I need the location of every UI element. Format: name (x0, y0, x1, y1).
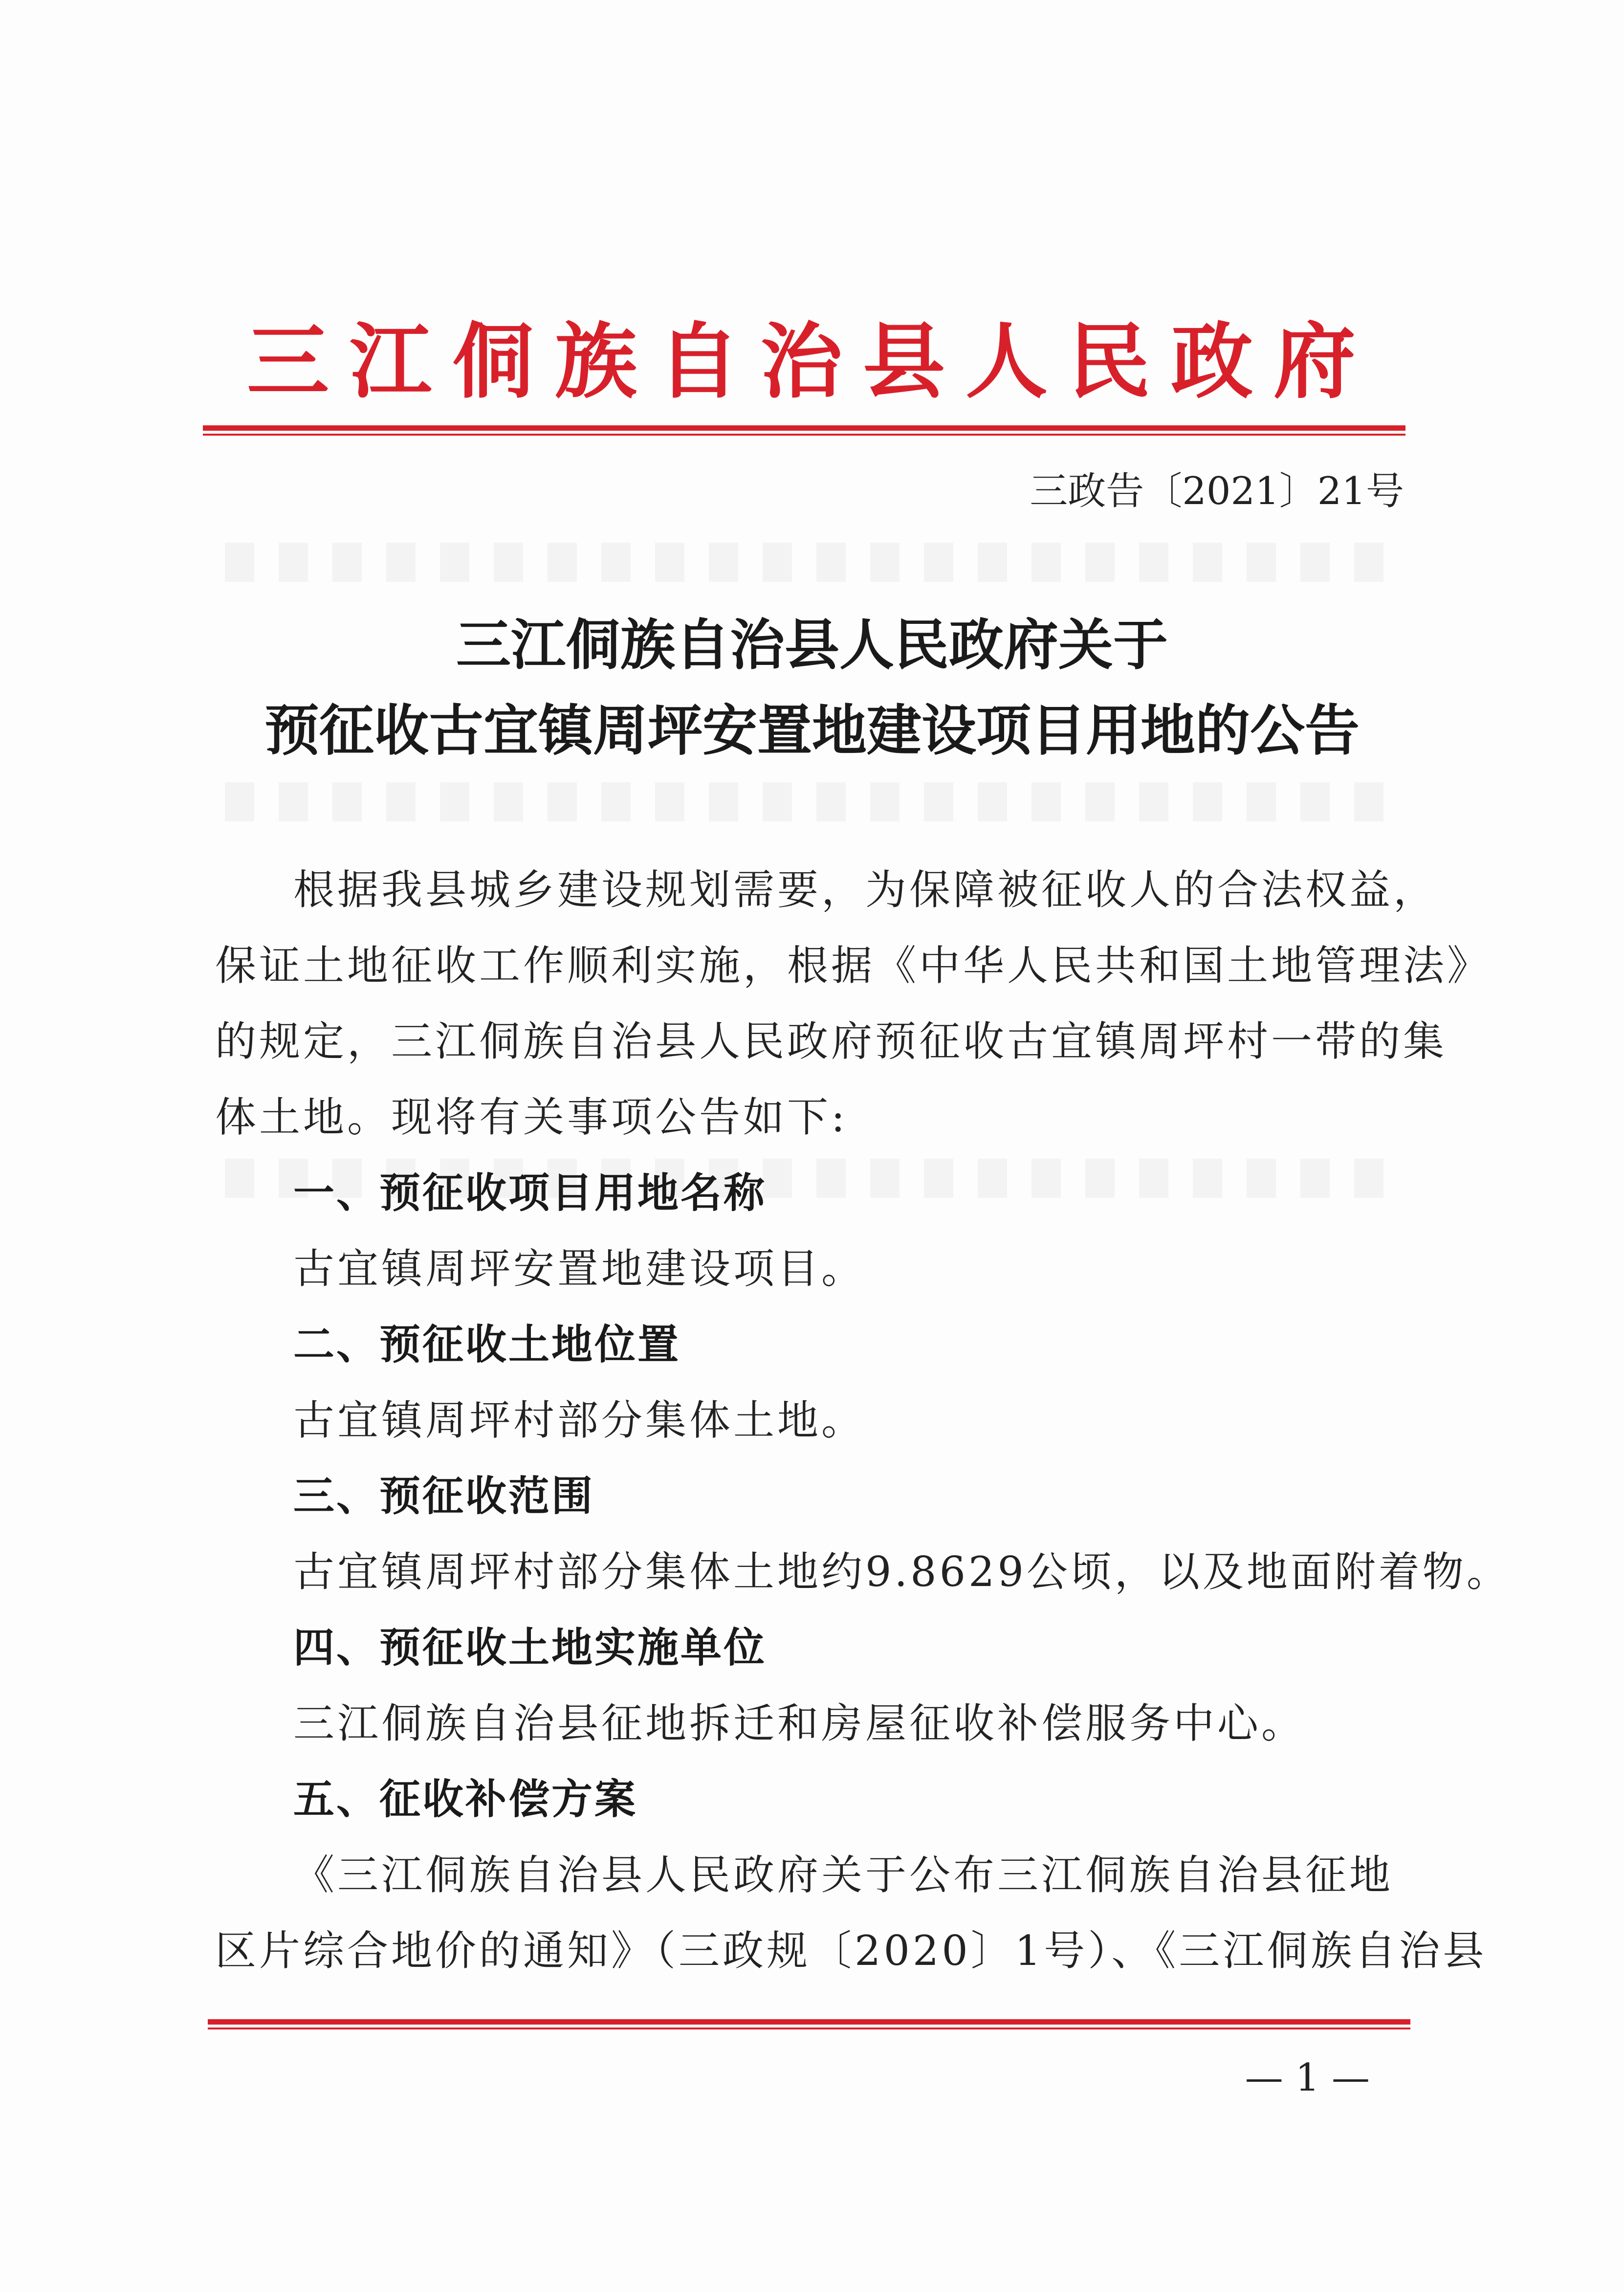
issuing-authority-title: 三江侗族自治县人民政府 (247, 314, 1376, 410)
show-through-mark (225, 782, 1398, 821)
closing-line: 《三江侗族自治县人民政府关于公布三江侗族自治县征地 (293, 1851, 1394, 1899)
closing-line: 区片综合地价的通知》（三政规〔2020〕1号）、《三江侗族自治县 (215, 1927, 1487, 1975)
intro-line: 的规定，三江侗族自治县人民政府预征收古宜镇周坪村一带的集 (215, 1017, 1448, 1065)
section-text: 三江侗族自治县征地拆迁和房屋征收补偿服务中心。 (293, 1699, 1306, 1747)
section-heading: 一、预征收项目用地名称 (293, 1169, 767, 1217)
header-red-rule (203, 425, 1405, 431)
section-heading: 四、预征收土地实施单位 (293, 1624, 767, 1672)
intro-line: 保证土地征收工作顺利实施，根据《中华人民共和国土地管理法》 (215, 942, 1492, 990)
intro-line: 根据我县城乡建设规划需要，为保障被征收人的合法权益， (293, 866, 1438, 914)
footer-red-rule-thin (208, 2028, 1410, 2029)
document-number: 三政告〔2021〕21号 (1030, 469, 1404, 513)
section-heading: 五、征收补偿方案 (293, 1775, 638, 1823)
section-text: 古宜镇周坪村部分集体土地。 (293, 1396, 866, 1444)
notice-title-line-1: 三江侗族自治县人民政府关于 (456, 614, 1168, 677)
show-through-mark (225, 543, 1398, 582)
section-text: 古宜镇周坪村部分集体土地约9.8629公顷，以及地面附着物。 (293, 1548, 1511, 1596)
notice-title-line-2: 预征收古宜镇周坪安置地建设项目用地的公告 (264, 699, 1360, 763)
footer-red-rule (208, 2019, 1410, 2025)
page-number: — 1 — (1245, 2056, 1370, 2100)
section-heading: 三、预征收范围 (293, 1472, 595, 1520)
section-text: 古宜镇周坪安置地建设项目。 (293, 1245, 866, 1293)
section-heading: 二、预征收土地位置 (293, 1321, 681, 1368)
intro-line: 体土地。现将有关事项公告如下: (215, 1093, 848, 1141)
header-red-rule-thin (203, 434, 1405, 436)
